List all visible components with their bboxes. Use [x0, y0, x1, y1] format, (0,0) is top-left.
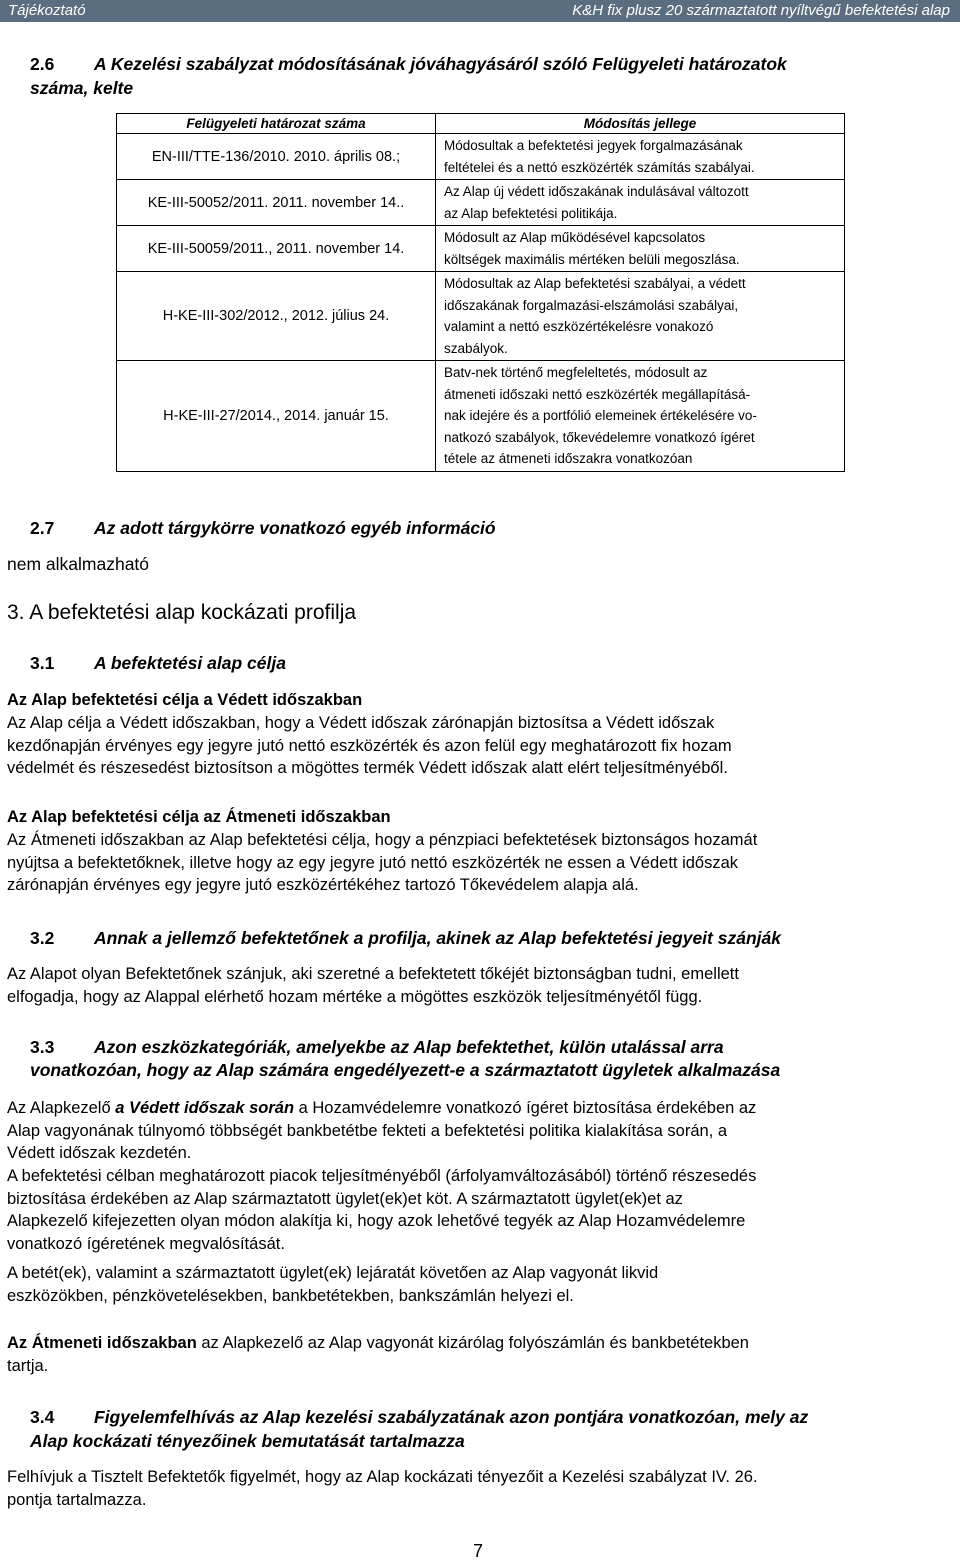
resolution-description: Az Alap új védett időszakának indulásával változott az Alap befektetési politikája. — [436, 180, 845, 226]
resolution-number: H-KE-III-27/2014., 2014. január 15. — [117, 361, 436, 472]
resolution-description: Módosultak a befektetési jegyek forgalmazásának feltételei és a nettó eszközérték számítás szabályai. — [436, 134, 845, 180]
table-row — [117, 226, 845, 272]
section-3-2-title: 3.2 Annak a jellemző befektetőnek a profilja, akinek az Alap befektetési jegyeit szánják — [30, 928, 781, 948]
resolution-description: Módosult az Alap működésével kapcsolatos költségek maximális mértéken belüli megoszlása. — [436, 226, 845, 272]
section-2-7-body: nem alkalmazható — [7, 554, 150, 574]
section-3-1-sub1-heading: Az Alap befektetési célja a Védett időszakban — [7, 691, 363, 709]
page-number: 7 — [473, 1541, 484, 1561]
resolution-description: Módosultak az Alap befektetési szabályai, a védett időszakának forgalmazási-elszámolási szabályai, valamint a nettó eszközértékelésre vonakozó szabályok. — [436, 272, 845, 361]
section-3-3-paragraph-1: Az Alapkezelő a Védett időszak során a Hozamvédelemre vonatkozó ígéret biztosítása érdekében az Alap vagyonának túlnyomó többségét bankbetétbe fekteti a befektetési politika kialakítása során, a Védett időszak kezdetén. — [7, 1099, 757, 1162]
section-3-3-title: 3.3 Azon eszközkategóriák, amelyekbe az Alap befektethet, külön utalással arra — [30, 1037, 724, 1057]
section-2-7-title: 2.7 Az adott tárgykörre vonatkozó egyéb információ — [30, 518, 496, 538]
table-row — [117, 361, 845, 472]
table-header-number: Felügyeleti határozat száma — [117, 114, 436, 134]
header-right: K&H fix plusz 20 származtatott nyíltvégű befektetési alap — [572, 2, 950, 19]
resolution-number: KE-III-50052/2011. 2011. november 14.. — [117, 180, 436, 226]
section-3-title: 3. A befektetési alap kockázati profilja — [7, 601, 357, 624]
resolutions-table — [116, 113, 845, 472]
section-3-1-sub1-body: Az Alap célja a Védett időszakban, hogy a Védett időszak zárónapján biztosítsa a Védett időszak kezdőnapján érvényes egy jegyre jutó nettó eszközérték és azon felül egy meghatározott fix hozam védelmét és részesedést biztosítson a mögöttes termék Védett időszak alatt elért teljesítményéből. — [7, 714, 732, 777]
section-3-1-sub2-heading: Az Alap befektetési célja az Átmeneti időszakban — [7, 808, 391, 826]
table-row — [117, 272, 845, 361]
section-2-6-title: 2.6 A Kezelési szabályzat módosításának jóváhagyásáról szóló Felügyeleti határozatok — [30, 54, 787, 74]
table-row — [117, 134, 845, 180]
section-3-4-title-cont: Alap kockázati tényezőinek bemutatását tartalmazza — [30, 1431, 465, 1451]
resolution-number: H-KE-III-302/2012., 2012. július 24. — [117, 272, 436, 361]
section-2-6-title-cont: száma, kelte — [30, 78, 134, 98]
section-3-3-paragraph-2: A befektetési célban meghatározott piacok teljesítményéből (árfolyamváltozásából) történő részesedés biztosítása érdekében az Alap származtatott ügylet(ek)et köt. A származtatott ügylet(ek)et az Alapkezelő kifejezetten olyan módon alakítja ki, hogy azok lehetővé tegyék az Alap Hozamvédelemre vonatkozó ígéretének megvalósítását. — [7, 1167, 757, 1253]
resolution-number: KE-III-50059/2011., 2011. november 14. — [117, 226, 436, 272]
section-3-1-sub2-body: Az Átmeneti időszakban az Alap befektetési célja, hogy a pénzpiaci befektetések biztonságos hozamát nyújtsa a befektetőknek, illetve hogy az egy jegyre jutó nettó eszközérték ne essen a Védett időszak zárónapján érvényes egy jegyre jutó eszközértékéhez tartozó Tőkevédelem alapja alá. — [7, 831, 758, 894]
resolution-description: Batv-nek történő megfeleltetés, módosult az átmeneti időszaki nettó eszközérték megállapításá- nak idejére és a portfólió elemeinek értékelésére vo- natkozó szabályok, tőkevédelemre vonatkozó ígéret tétele az átmeneti időszakra vonatkozóan — [436, 361, 845, 472]
section-3-3-paragraph-4: Az Átmeneti időszakban az Alapkezelő az Alap vagyonát kizárólag folyószámlán és bankbetétekben tartja. — [7, 1334, 749, 1375]
table-header-nature: Módosítás jellege — [436, 114, 845, 134]
resolution-number: EN-III/TTE-136/2010. 2010. április 08.; — [117, 134, 436, 180]
document-header — [0, 0, 960, 22]
section-3-3-title-cont: vonatkozóan, hogy az Alap számára engedélyezett-e a származtatott ügyletek alkalmazása — [30, 1060, 781, 1080]
section-3-4-body: Felhívjuk a Tisztelt Befektetők figyelmét, hogy az Alap kockázati tényezőit a Kezelési szabályzat IV. 26. pontja tartalmazza. — [7, 1468, 758, 1509]
section-3-4-title: 3.4 Figyelemfelhívás az Alap kezelési szabályzatának azon pontjára vonatkozóan, mely az — [30, 1407, 809, 1427]
header-left: Tájékoztató — [8, 2, 86, 19]
section-3-1-title: 3.1 A befektetési alap célja — [30, 653, 286, 673]
section-3-3-paragraph-3: A betét(ek), valamint a származtatott ügylet(ek) lejáratát követően az Alap vagyonát likvid eszközökben, pénzkövetelésekben, bankbetétekben, bankszámlán helyezi el. — [7, 1264, 659, 1305]
section-3-2-body: Az Alapot olyan Befektetőnek szánjuk, aki szeretné a befektetett tőkéjét biztonságban tudni, emellett elfogadja, hogy az Alappal elérhető hozam mértéke a mögöttes eszközök teljesítményétől függ. — [7, 965, 739, 1006]
table-row — [117, 180, 845, 226]
